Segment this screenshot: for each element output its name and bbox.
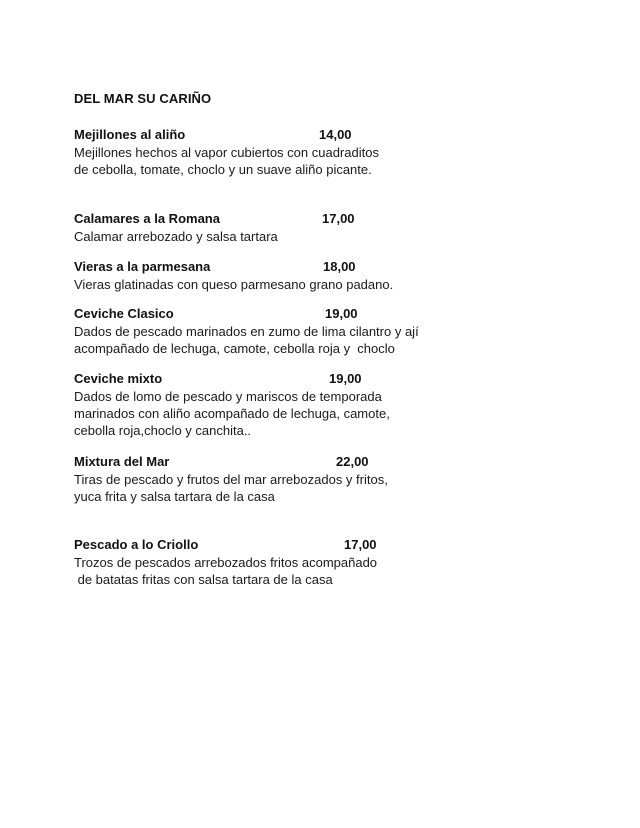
item-description: Vieras glatinadas con queso parmesano grano padano. xyxy=(74,277,394,292)
item-price: 17,00 xyxy=(322,211,355,226)
item-name: Vieras a la parmesana xyxy=(74,259,211,274)
item-price: 17,00 xyxy=(344,537,377,552)
item-name: Mixtura del Mar xyxy=(74,454,170,469)
item-description: Dados de lomo de pescado y mariscos de temporada marinados con aliño acompañado de lechuga, camote, cebolla roja,choclo y canchita.. xyxy=(74,389,390,438)
item-description: Trozos de pescados arrebozados fritos acompañado de batatas fritas con salsa tartara de la casa xyxy=(74,555,378,587)
item-name: Pescado a lo Criollo xyxy=(74,537,199,552)
item-name: Ceviche mixto xyxy=(74,371,163,386)
section-title: DEL MAR SU CARIÑO xyxy=(74,91,212,106)
item-name: Mejillones al aliño xyxy=(74,127,186,142)
item-price: 22,00 xyxy=(336,454,369,469)
item-description: Calamar arrebozado y salsa tartara xyxy=(74,229,278,244)
item-price: 14,00 xyxy=(319,127,352,142)
item-price: 19,00 xyxy=(329,371,362,386)
item-price: 18,00 xyxy=(323,259,356,274)
item-name: Calamares a la Romana xyxy=(74,211,220,226)
item-name: Ceviche Clasico xyxy=(74,306,174,321)
item-description: Dados de pescado marinados en zumo de lima cilantro y ají acompañado de lechuga, camote, cebolla roja y choclo xyxy=(74,324,419,356)
item-description: Mejillones hechos al vapor cubiertos con cuadraditos de cebolla, tomate, choclo y un suave aliño picante. xyxy=(74,145,379,177)
item-price: 19,00 xyxy=(325,306,358,321)
item-description: Tiras de pescado y frutos del mar arrebozados y fritos, yuca frita y salsa tartara de la casa xyxy=(74,472,388,504)
